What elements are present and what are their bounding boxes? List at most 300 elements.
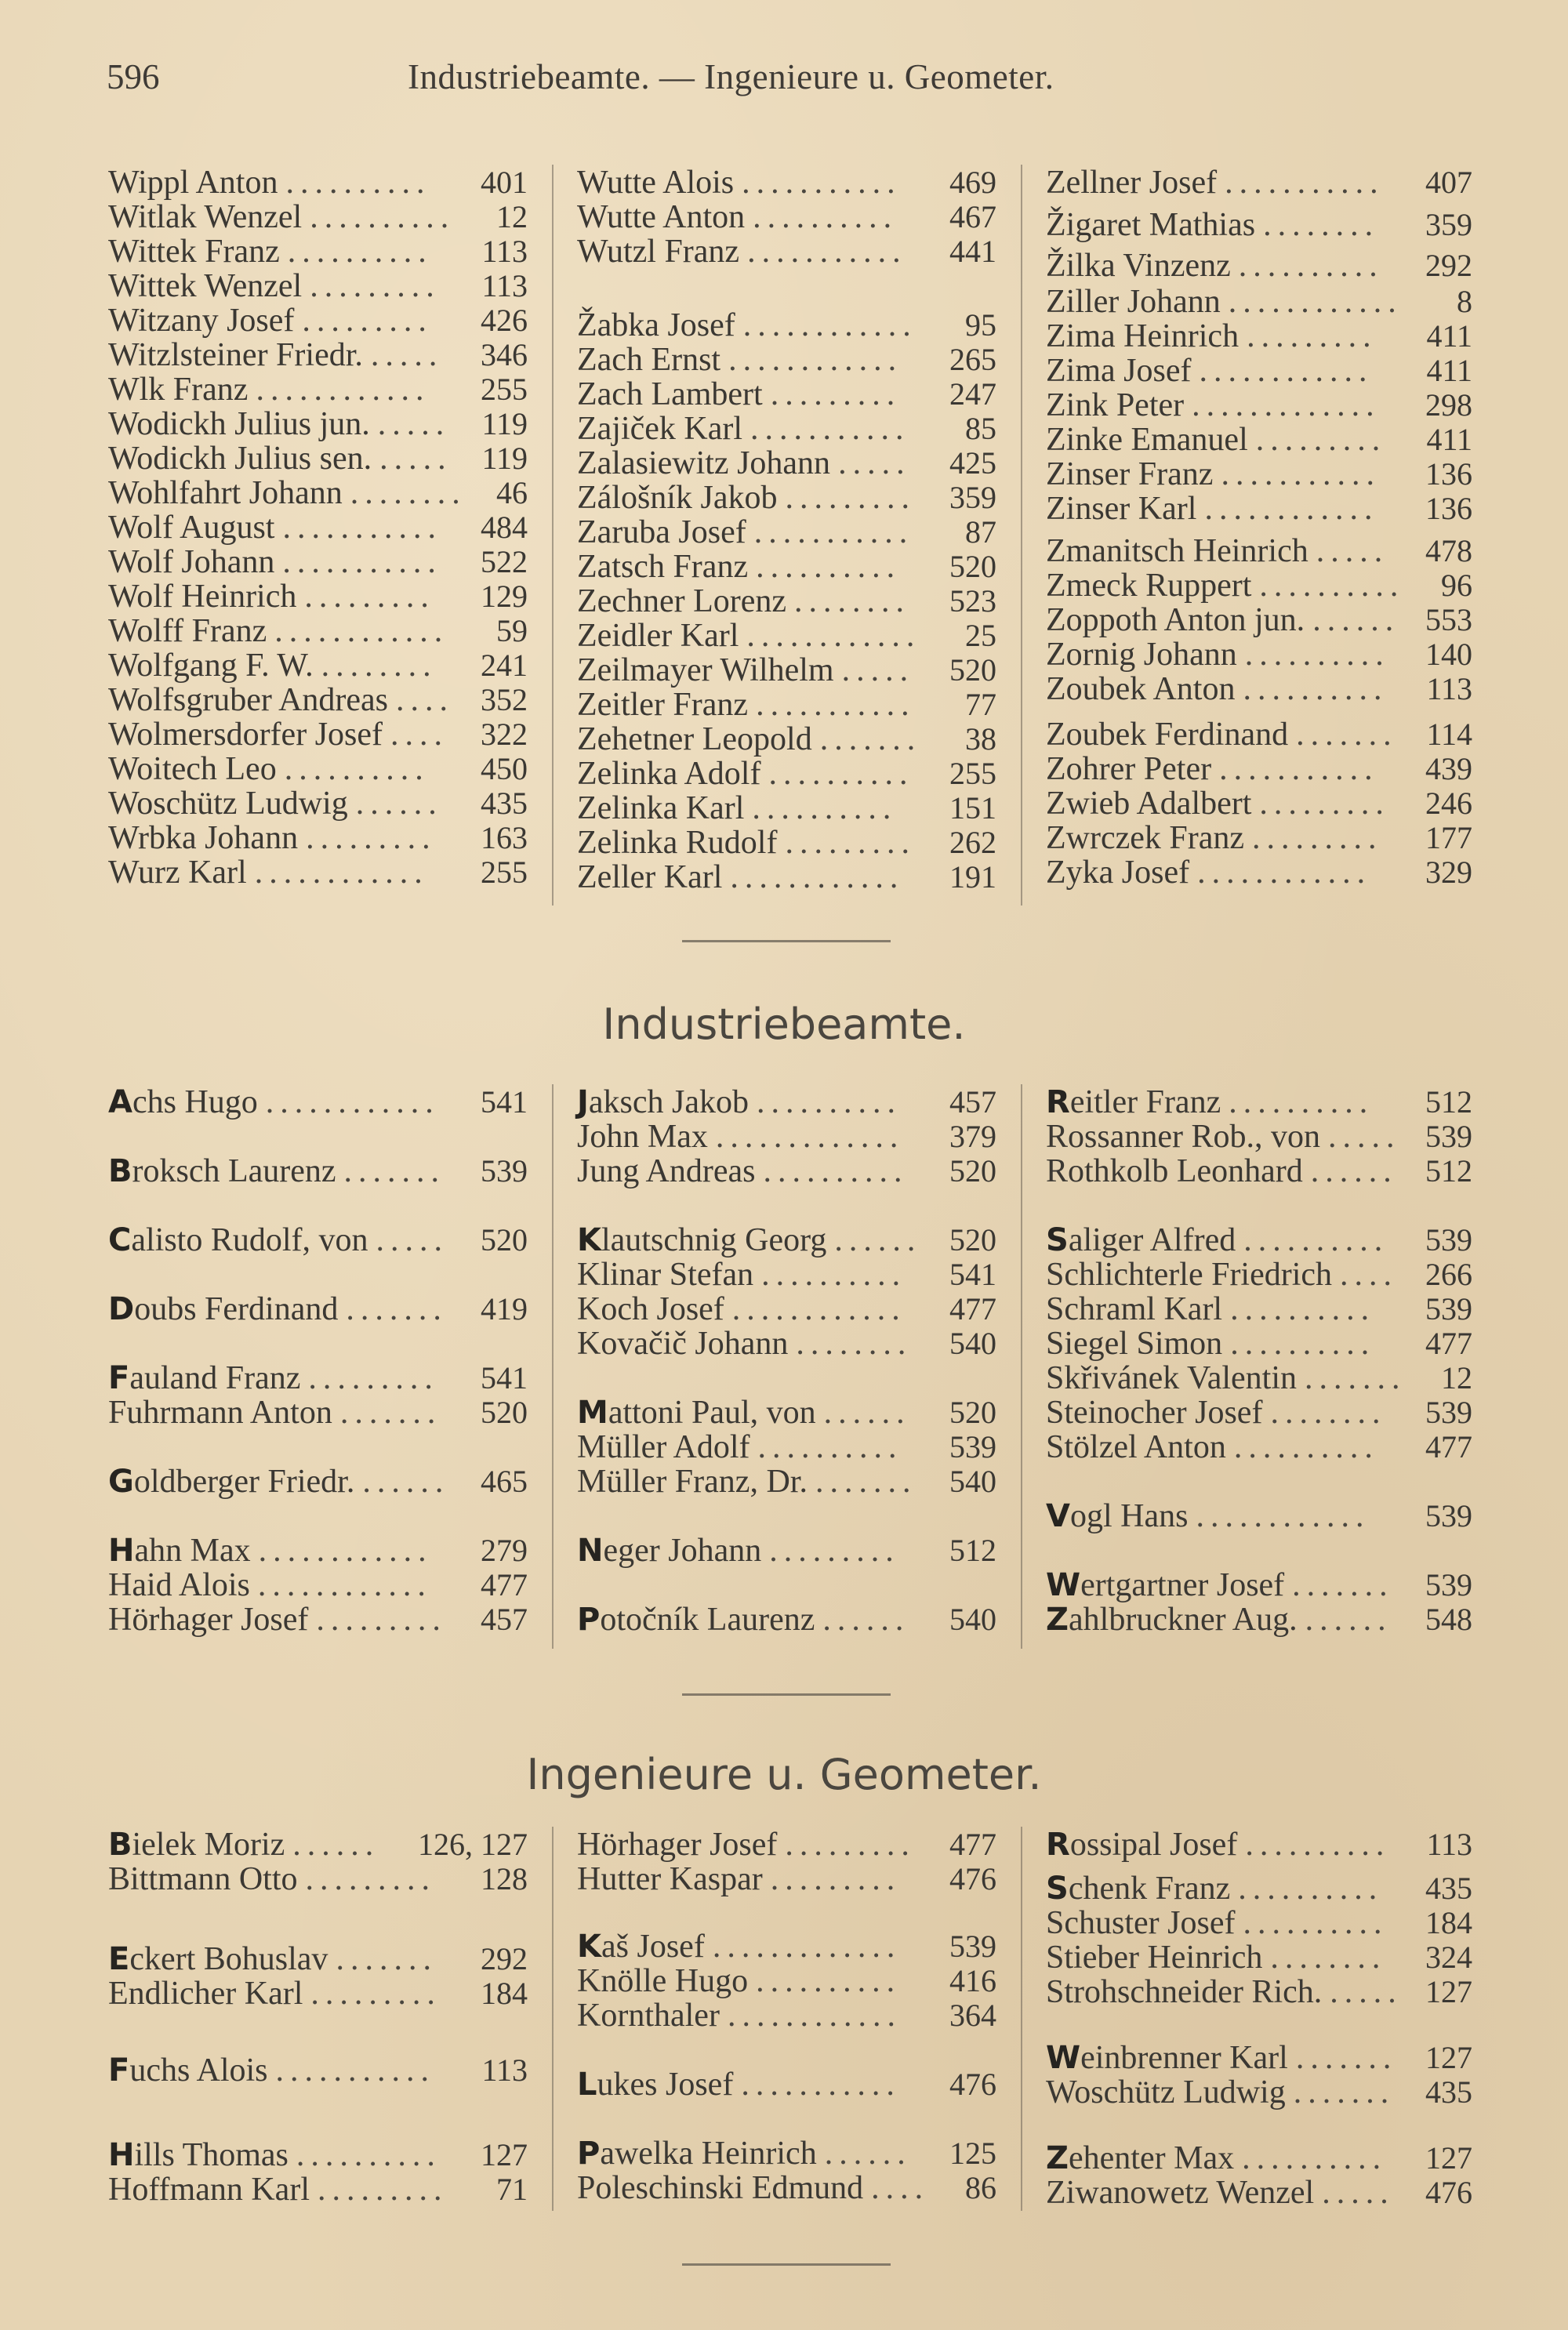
leader-dots: ....... bbox=[336, 1941, 437, 1977]
entry-name bbox=[577, 1429, 750, 1465]
leader-dots: ........... bbox=[1225, 165, 1385, 201]
entry-initial: M bbox=[577, 1395, 608, 1431]
entry-name-text: eitler Franz bbox=[1069, 1084, 1221, 1120]
entry-page-number: 477 bbox=[949, 1291, 996, 1327]
entry-page-number: 255 bbox=[481, 372, 528, 407]
entry-initial: K bbox=[577, 1929, 601, 1965]
index-entry bbox=[577, 1291, 996, 1327]
entry-page-number: 151 bbox=[949, 790, 996, 826]
leader-dots: ........... bbox=[1219, 751, 1379, 787]
entry-name: Zwieb Adalbert bbox=[1046, 786, 1252, 822]
leader-dots: .......... bbox=[296, 2137, 441, 2173]
running-title: Industriebeamte. — Ingenieure u. Geometer. bbox=[408, 57, 1054, 96]
entry-name: Zohrer Peter bbox=[1046, 751, 1212, 787]
entry-page-number: 184 bbox=[1425, 1905, 1472, 1940]
entry-name bbox=[108, 1602, 308, 1638]
leader-dots: ........ bbox=[321, 648, 437, 684]
entry-page-number: 352 bbox=[481, 682, 528, 717]
column-divider bbox=[1021, 1084, 1022, 1649]
entry-name: Wutte Alois bbox=[577, 165, 735, 201]
entry-name-text: ossipal Josef bbox=[1069, 1827, 1238, 1863]
entry-page-number: 85 bbox=[965, 411, 996, 446]
entry-page-number: 411 bbox=[1426, 353, 1472, 388]
entry-initial: K bbox=[577, 1222, 601, 1258]
entry-name: Zwrczek Franz bbox=[1046, 820, 1245, 856]
leader-dots: ............ bbox=[258, 1533, 433, 1569]
index-entry bbox=[108, 1291, 528, 1327]
column-divider bbox=[552, 1827, 554, 2211]
leader-dots: .......... bbox=[1230, 1291, 1376, 1327]
index-entry bbox=[1046, 207, 1472, 243]
leader-dots: ......... bbox=[785, 480, 916, 516]
column-divider bbox=[1021, 1827, 1022, 2211]
entry-page-number: 127 bbox=[1425, 1974, 1472, 2009]
entry-name-text: oubs Ferdinand bbox=[134, 1291, 339, 1327]
entry-name-text: Strohschneider Rich. bbox=[1046, 1974, 1323, 2010]
entry-page-number: 71 bbox=[496, 2172, 528, 2207]
index-entry bbox=[1046, 422, 1472, 458]
entry-name: Woschütz Ludwig bbox=[108, 786, 348, 822]
entry-initial: B bbox=[108, 1153, 132, 1189]
entry-name bbox=[1046, 1602, 1298, 1638]
index-entry bbox=[1046, 1153, 1472, 1189]
leader-dots: ..... bbox=[1322, 2175, 1395, 2211]
entry-page-number: 59 bbox=[496, 613, 528, 648]
entry-page-number: 520 bbox=[949, 1395, 996, 1430]
entry-name: Witzany Josef bbox=[108, 303, 295, 339]
entry-name: Zach Lambert bbox=[577, 376, 763, 412]
leader-dots: ........... bbox=[742, 165, 902, 201]
entry-initial: Z bbox=[1046, 2140, 1069, 2176]
index-entry bbox=[1046, 1429, 1472, 1465]
leader-dots: .......... bbox=[284, 751, 430, 787]
entry-name: Zink Peter bbox=[1046, 387, 1185, 423]
index-column-3 bbox=[1046, 165, 1472, 906]
index-entry bbox=[577, 790, 996, 826]
leader-dots: .......... bbox=[763, 1153, 909, 1189]
entry-name: Zehetner Leopold bbox=[577, 721, 812, 757]
entry-name: Zeidler Karl bbox=[577, 618, 739, 654]
entry-page-number: 411 bbox=[1426, 422, 1472, 457]
entry-name bbox=[1046, 1498, 1188, 1534]
entry-name bbox=[108, 1153, 336, 1189]
leader-dots: ............ bbox=[254, 855, 429, 891]
entry-page-number: 469 bbox=[949, 165, 996, 200]
entry-name bbox=[577, 1929, 705, 1965]
entry-name-text: ckert Bohuslav bbox=[129, 1941, 328, 1977]
entry-name: Wutte Anton bbox=[577, 199, 746, 235]
leader-dots: ......... bbox=[1252, 820, 1383, 856]
index-entry bbox=[1046, 2040, 1472, 2076]
index-entry bbox=[108, 372, 528, 408]
entry-name bbox=[108, 1976, 303, 2012]
leader-dots: ............ bbox=[257, 1567, 432, 1603]
entry-name bbox=[577, 2136, 817, 2172]
index-entry bbox=[108, 1395, 528, 1431]
index-column-1 bbox=[108, 1084, 528, 1649]
entry-name-text: ills Thomas bbox=[134, 2137, 289, 2173]
entry-name bbox=[577, 1464, 808, 1500]
entry-name-text: awelka Heinrich bbox=[600, 2136, 817, 2172]
index-column-2 bbox=[577, 1084, 996, 1649]
entry-page-number: 484 bbox=[481, 510, 528, 545]
entry-initial: A bbox=[108, 1084, 132, 1120]
index-entry bbox=[1046, 248, 1472, 284]
leader-dots: .... bbox=[390, 717, 449, 753]
entry-page-number: 127 bbox=[1425, 2140, 1472, 2176]
entry-name bbox=[577, 1395, 816, 1431]
entry-page-number: 411 bbox=[1426, 318, 1472, 354]
entry-name-text: Stieber Heinrich bbox=[1046, 1940, 1263, 1976]
entry-name bbox=[1046, 1119, 1320, 1155]
index-entry bbox=[577, 859, 996, 895]
entry-name: Zeitler Franz bbox=[577, 687, 749, 723]
leader-dots: ..... bbox=[841, 652, 915, 688]
leader-dots: ......... bbox=[769, 1533, 900, 1569]
entry-page-number: 177 bbox=[1425, 820, 1472, 855]
leader-dots: ..... bbox=[377, 406, 451, 442]
leader-dots: ...... bbox=[823, 1395, 911, 1431]
leader-dots: ....... bbox=[343, 1153, 446, 1189]
entry-page-number: 539 bbox=[1425, 1498, 1472, 1533]
entry-name-text: ahlbruckner Aug. bbox=[1069, 1602, 1298, 1638]
entry-name bbox=[108, 1533, 251, 1569]
index-entry bbox=[108, 475, 528, 511]
entry-page-number: 38 bbox=[965, 721, 996, 757]
index-entry bbox=[108, 1941, 528, 1977]
entry-name: Wolff Franz bbox=[108, 613, 267, 649]
entry-page-number: 266 bbox=[1425, 1257, 1472, 1292]
index-entry bbox=[1046, 1940, 1472, 1976]
entry-name bbox=[108, 1360, 300, 1396]
entry-initial: H bbox=[108, 1533, 135, 1569]
entry-name bbox=[1046, 1291, 1222, 1327]
page-header bbox=[0, 56, 1568, 103]
leader-dots: ....... bbox=[1293, 2074, 1396, 2110]
entry-name: Wodickh Julius jun. bbox=[108, 406, 370, 442]
entry-name: Wrbka Johann bbox=[108, 820, 299, 856]
index-entry bbox=[1046, 165, 1472, 201]
entry-page-number: 113 bbox=[1426, 1827, 1472, 1862]
leader-dots: ......... bbox=[785, 1827, 916, 1863]
entry-page-number: 298 bbox=[1425, 387, 1472, 423]
entry-page-number: 96 bbox=[1441, 568, 1472, 603]
entry-page-number: 255 bbox=[949, 756, 996, 791]
entry-name: Zelinka Karl bbox=[577, 790, 745, 826]
index-entry bbox=[577, 618, 996, 654]
entry-page-number: 126, 127 bbox=[418, 1827, 528, 1862]
leader-dots: ..... bbox=[370, 337, 444, 373]
entry-name-text: Stölzel Anton bbox=[1046, 1429, 1226, 1465]
index-entry bbox=[577, 1602, 996, 1638]
leader-dots: ....... bbox=[1295, 2040, 1398, 2076]
entry-page-number: 539 bbox=[1425, 1222, 1472, 1258]
entry-name: Žabka Josef bbox=[577, 307, 735, 343]
entry-name: Zaruba Josef bbox=[577, 514, 746, 550]
index-entry bbox=[108, 786, 528, 822]
leader-dots: ......... bbox=[302, 303, 433, 339]
entry-page-number: 476 bbox=[949, 2067, 996, 2102]
leader-dots: ...... bbox=[1305, 1602, 1392, 1638]
entry-page-number: 553 bbox=[1425, 602, 1472, 637]
leader-dots: ............ bbox=[1228, 284, 1403, 320]
entry-initial: W bbox=[1046, 2040, 1081, 2076]
entry-initial: W bbox=[1046, 1567, 1081, 1603]
entry-name bbox=[1046, 1905, 1235, 1941]
entry-name: Zima Josef bbox=[1046, 353, 1192, 389]
entry-name-text: Steinocher Josef bbox=[1046, 1395, 1263, 1431]
entry-name: Zoppoth Anton jun. bbox=[1046, 602, 1305, 638]
entry-name: Zalasiewitz Johann bbox=[577, 445, 831, 481]
entry-name-text: uchs Alois bbox=[129, 2052, 268, 2089]
entry-name: Zelinka Adolf bbox=[577, 756, 761, 792]
index-entry bbox=[108, 510, 528, 546]
leader-dots: ............ bbox=[742, 307, 917, 343]
entry-name: Zeller Karl bbox=[577, 859, 723, 895]
entry-name: Zinser Karl bbox=[1046, 491, 1197, 527]
entry-name-text: Bittmann Otto bbox=[108, 1861, 298, 1897]
column-divider bbox=[1021, 165, 1022, 906]
entry-name-text: ogl Hans bbox=[1069, 1498, 1189, 1534]
entry-name-text: Knölle Hugo bbox=[577, 1963, 749, 1999]
index-entry bbox=[108, 544, 528, 580]
entry-page-number: 477 bbox=[1425, 1326, 1472, 1361]
entry-page-number: 346 bbox=[481, 337, 528, 372]
index-entry bbox=[108, 820, 528, 856]
leader-dots: .......... bbox=[285, 165, 431, 201]
entry-page-number: 265 bbox=[949, 342, 996, 377]
index-entry bbox=[108, 165, 528, 201]
entry-name bbox=[1046, 1222, 1236, 1258]
index-entry bbox=[1046, 1326, 1472, 1362]
entry-name bbox=[108, 2137, 289, 2173]
leader-dots: ...... bbox=[1312, 602, 1400, 638]
entry-name-text: Hutter Kaspar bbox=[577, 1861, 763, 1897]
index-entry bbox=[1046, 1360, 1472, 1396]
entry-name-text: Haid Alois bbox=[108, 1567, 250, 1603]
entry-name bbox=[577, 1861, 763, 1897]
entry-page-number: 140 bbox=[1425, 637, 1472, 672]
entry-name bbox=[1046, 1871, 1230, 1907]
index-entry bbox=[108, 1533, 528, 1569]
entry-page-number: 184 bbox=[481, 1976, 528, 2011]
entry-page-number: 520 bbox=[949, 1153, 996, 1189]
leader-dots: .......... bbox=[1245, 1827, 1391, 1863]
entry-name-text: Kornthaler bbox=[577, 1998, 720, 2034]
index-entry bbox=[577, 2136, 996, 2172]
index-entry bbox=[577, 1429, 996, 1465]
leader-dots: ....... bbox=[815, 1464, 917, 1500]
leader-dots: ......... bbox=[770, 376, 902, 412]
entry-page-number: 539 bbox=[1425, 1119, 1472, 1154]
entry-name bbox=[1046, 2175, 1314, 2211]
entry-page-number: 520 bbox=[481, 1395, 528, 1430]
index-entry bbox=[577, 687, 996, 723]
index-entry bbox=[1046, 671, 1472, 707]
entry-name bbox=[577, 1326, 788, 1362]
entry-page-number: 8 bbox=[1457, 284, 1472, 319]
entry-name bbox=[1046, 1257, 1332, 1293]
leader-dots: ............ bbox=[746, 618, 921, 654]
leader-dots: ........... bbox=[282, 510, 442, 546]
entry-name-text: aliger Alfred bbox=[1068, 1222, 1236, 1258]
entry-name bbox=[108, 2052, 268, 2089]
entry-name-text: Fuhrmann Anton bbox=[108, 1395, 332, 1431]
entry-name-text: Poleschinski Edmund bbox=[577, 2170, 864, 2206]
entry-name-text: otočník Laurenz bbox=[600, 1602, 815, 1638]
leader-dots: ........ bbox=[1270, 1395, 1387, 1431]
leader-dots: ...... bbox=[1310, 1153, 1398, 1189]
entry-name-text: Jung Andreas bbox=[577, 1153, 756, 1189]
entry-name: Zinser Franz bbox=[1046, 456, 1214, 492]
index-entry bbox=[1046, 1567, 1472, 1603]
entry-name: Wutzl Franz bbox=[577, 234, 740, 270]
index-entry bbox=[577, 411, 996, 447]
entry-name: Zyka Josef bbox=[1046, 855, 1190, 891]
index-entry bbox=[108, 1976, 528, 2012]
index-entry bbox=[108, 1827, 528, 1863]
entry-page-number: 476 bbox=[949, 1861, 996, 1896]
index-entry bbox=[577, 1326, 996, 1362]
entry-name: Zmeck Ruppert bbox=[1046, 568, 1252, 604]
entry-name-text: Kovačič Johann bbox=[577, 1326, 789, 1362]
section-rule bbox=[682, 2263, 891, 2266]
leader-dots: ............. bbox=[712, 1929, 902, 1965]
entry-name-text: Woschütz Ludwig bbox=[1046, 2074, 1286, 2110]
index-entry bbox=[1046, 2175, 1472, 2211]
entry-name: Witzlsteiner Friedr. bbox=[108, 337, 363, 373]
entry-initial: C bbox=[108, 1222, 132, 1258]
entry-page-number: 119 bbox=[481, 441, 528, 476]
entry-page-number: 113 bbox=[481, 234, 528, 269]
index-column-1 bbox=[108, 1827, 528, 2211]
entry-page-number: 163 bbox=[481, 820, 528, 855]
entry-page-number: 476 bbox=[1425, 2175, 1472, 2210]
entry-page-number: 324 bbox=[1425, 1940, 1472, 1975]
entry-name bbox=[108, 1464, 354, 1500]
entry-page-number: 129 bbox=[481, 579, 528, 614]
entry-page-number: 128 bbox=[481, 1861, 528, 1896]
section-rule bbox=[682, 940, 891, 942]
index-entry bbox=[108, 268, 528, 304]
entry-page-number: 541 bbox=[949, 1257, 996, 1292]
entry-page-number: 540 bbox=[949, 1326, 996, 1361]
index-entry bbox=[577, 307, 996, 343]
entry-initial: H bbox=[108, 2137, 135, 2173]
index-entry bbox=[577, 376, 996, 412]
entry-page-number: 12 bbox=[1441, 1360, 1472, 1395]
entry-name-text: Müller Franz, Dr. bbox=[577, 1464, 808, 1500]
entry-page-number: 379 bbox=[949, 1119, 996, 1154]
leader-dots: ....... bbox=[339, 1395, 442, 1431]
leader-dots: ....... bbox=[819, 721, 922, 757]
entry-name bbox=[108, 1861, 298, 1897]
entry-name-text: einbrenner Karl bbox=[1080, 2040, 1288, 2076]
entry-page-number: 25 bbox=[965, 618, 996, 653]
leader-dots: ........... bbox=[750, 411, 910, 447]
index-entry bbox=[1046, 717, 1472, 753]
entry-name-text: roksch Laurenz bbox=[132, 1153, 336, 1189]
leader-dots: ............ bbox=[731, 1291, 906, 1327]
entry-name-text: Klinar Stefan bbox=[577, 1257, 754, 1293]
entry-name-text: Koch Josef bbox=[577, 1291, 724, 1327]
index-entry bbox=[577, 583, 996, 619]
leader-dots: ..... bbox=[838, 445, 911, 481]
index-entry bbox=[1046, 1257, 1472, 1293]
leader-dots: ......... bbox=[310, 1976, 441, 2012]
index-entry bbox=[108, 1464, 528, 1500]
entry-page-number: 441 bbox=[949, 234, 996, 269]
entry-name-text: Hörhager Josef bbox=[577, 1827, 778, 1863]
index-entry bbox=[1046, 318, 1472, 354]
index-entry bbox=[577, 652, 996, 688]
entry-name: Wohlfahrt Johann bbox=[108, 475, 343, 511]
leader-dots: ......... bbox=[305, 1861, 436, 1897]
entry-name: Woitech Leo bbox=[108, 751, 277, 787]
index-entry bbox=[108, 303, 528, 339]
entry-page-number: 119 bbox=[481, 406, 528, 441]
entry-page-number: 477 bbox=[1425, 1429, 1472, 1464]
leader-dots: ....... bbox=[1305, 1360, 1406, 1396]
index-entry bbox=[577, 1827, 996, 1863]
entry-page-number: 113 bbox=[481, 2052, 528, 2088]
leader-dots: ........... bbox=[282, 544, 442, 580]
leader-dots: ..... bbox=[376, 1222, 449, 1258]
entry-name bbox=[1046, 1395, 1262, 1431]
leader-dots: ........... bbox=[753, 514, 914, 550]
leader-dots: .......... bbox=[1242, 2140, 1388, 2176]
entry-name-text: Schuster Josef bbox=[1046, 1905, 1236, 1941]
entry-name: Wittek Wenzel bbox=[108, 268, 303, 304]
index-entry bbox=[1046, 456, 1472, 492]
leader-dots: ...... bbox=[355, 786, 443, 822]
entry-page-number: 114 bbox=[1426, 717, 1472, 752]
entry-page-number: 539 bbox=[481, 1153, 528, 1189]
leader-dots: ........... bbox=[1221, 456, 1381, 492]
column-divider bbox=[552, 1084, 554, 1649]
entry-initial: S bbox=[1046, 1222, 1069, 1258]
index-block-continuation bbox=[108, 165, 1472, 906]
leader-dots: ............ bbox=[256, 372, 430, 408]
leader-dots: ......... bbox=[316, 1602, 447, 1638]
entry-page-number: 540 bbox=[949, 1464, 996, 1499]
leader-dots: ........ bbox=[350, 475, 466, 511]
entry-page-number: 477 bbox=[481, 1567, 528, 1602]
leader-dots: ............ bbox=[1197, 855, 1372, 891]
leader-dots: .......... bbox=[310, 199, 456, 235]
entry-name: Ziller Johann bbox=[1046, 284, 1221, 320]
entry-name bbox=[1046, 2040, 1288, 2076]
leader-dots: .......... bbox=[756, 1963, 902, 1999]
entry-name bbox=[577, 1153, 755, 1189]
entry-name: Wolfsgruber Andreas bbox=[108, 682, 389, 718]
entry-name: Zmanitsch Heinrich bbox=[1046, 533, 1308, 569]
entry-name: Zálošník Jakob bbox=[577, 480, 778, 516]
entry-name-text: chs Hugo bbox=[132, 1084, 258, 1120]
leader-dots: ............. bbox=[715, 1119, 905, 1155]
leader-dots: ....... bbox=[1296, 717, 1398, 753]
leader-dots: .......... bbox=[757, 1084, 902, 1120]
leader-dots: ....... bbox=[346, 1291, 448, 1327]
entry-name-text: ertgartner Josef bbox=[1080, 1567, 1285, 1603]
entry-page-number: 416 bbox=[949, 1963, 996, 1998]
index-entry bbox=[108, 337, 528, 373]
leader-dots: ......... bbox=[304, 579, 435, 615]
index-entry bbox=[1046, 1084, 1472, 1120]
entry-page-number: 467 bbox=[949, 199, 996, 234]
leader-dots: .......... bbox=[1229, 1084, 1374, 1120]
entry-name: Zornig Johann bbox=[1046, 637, 1237, 673]
